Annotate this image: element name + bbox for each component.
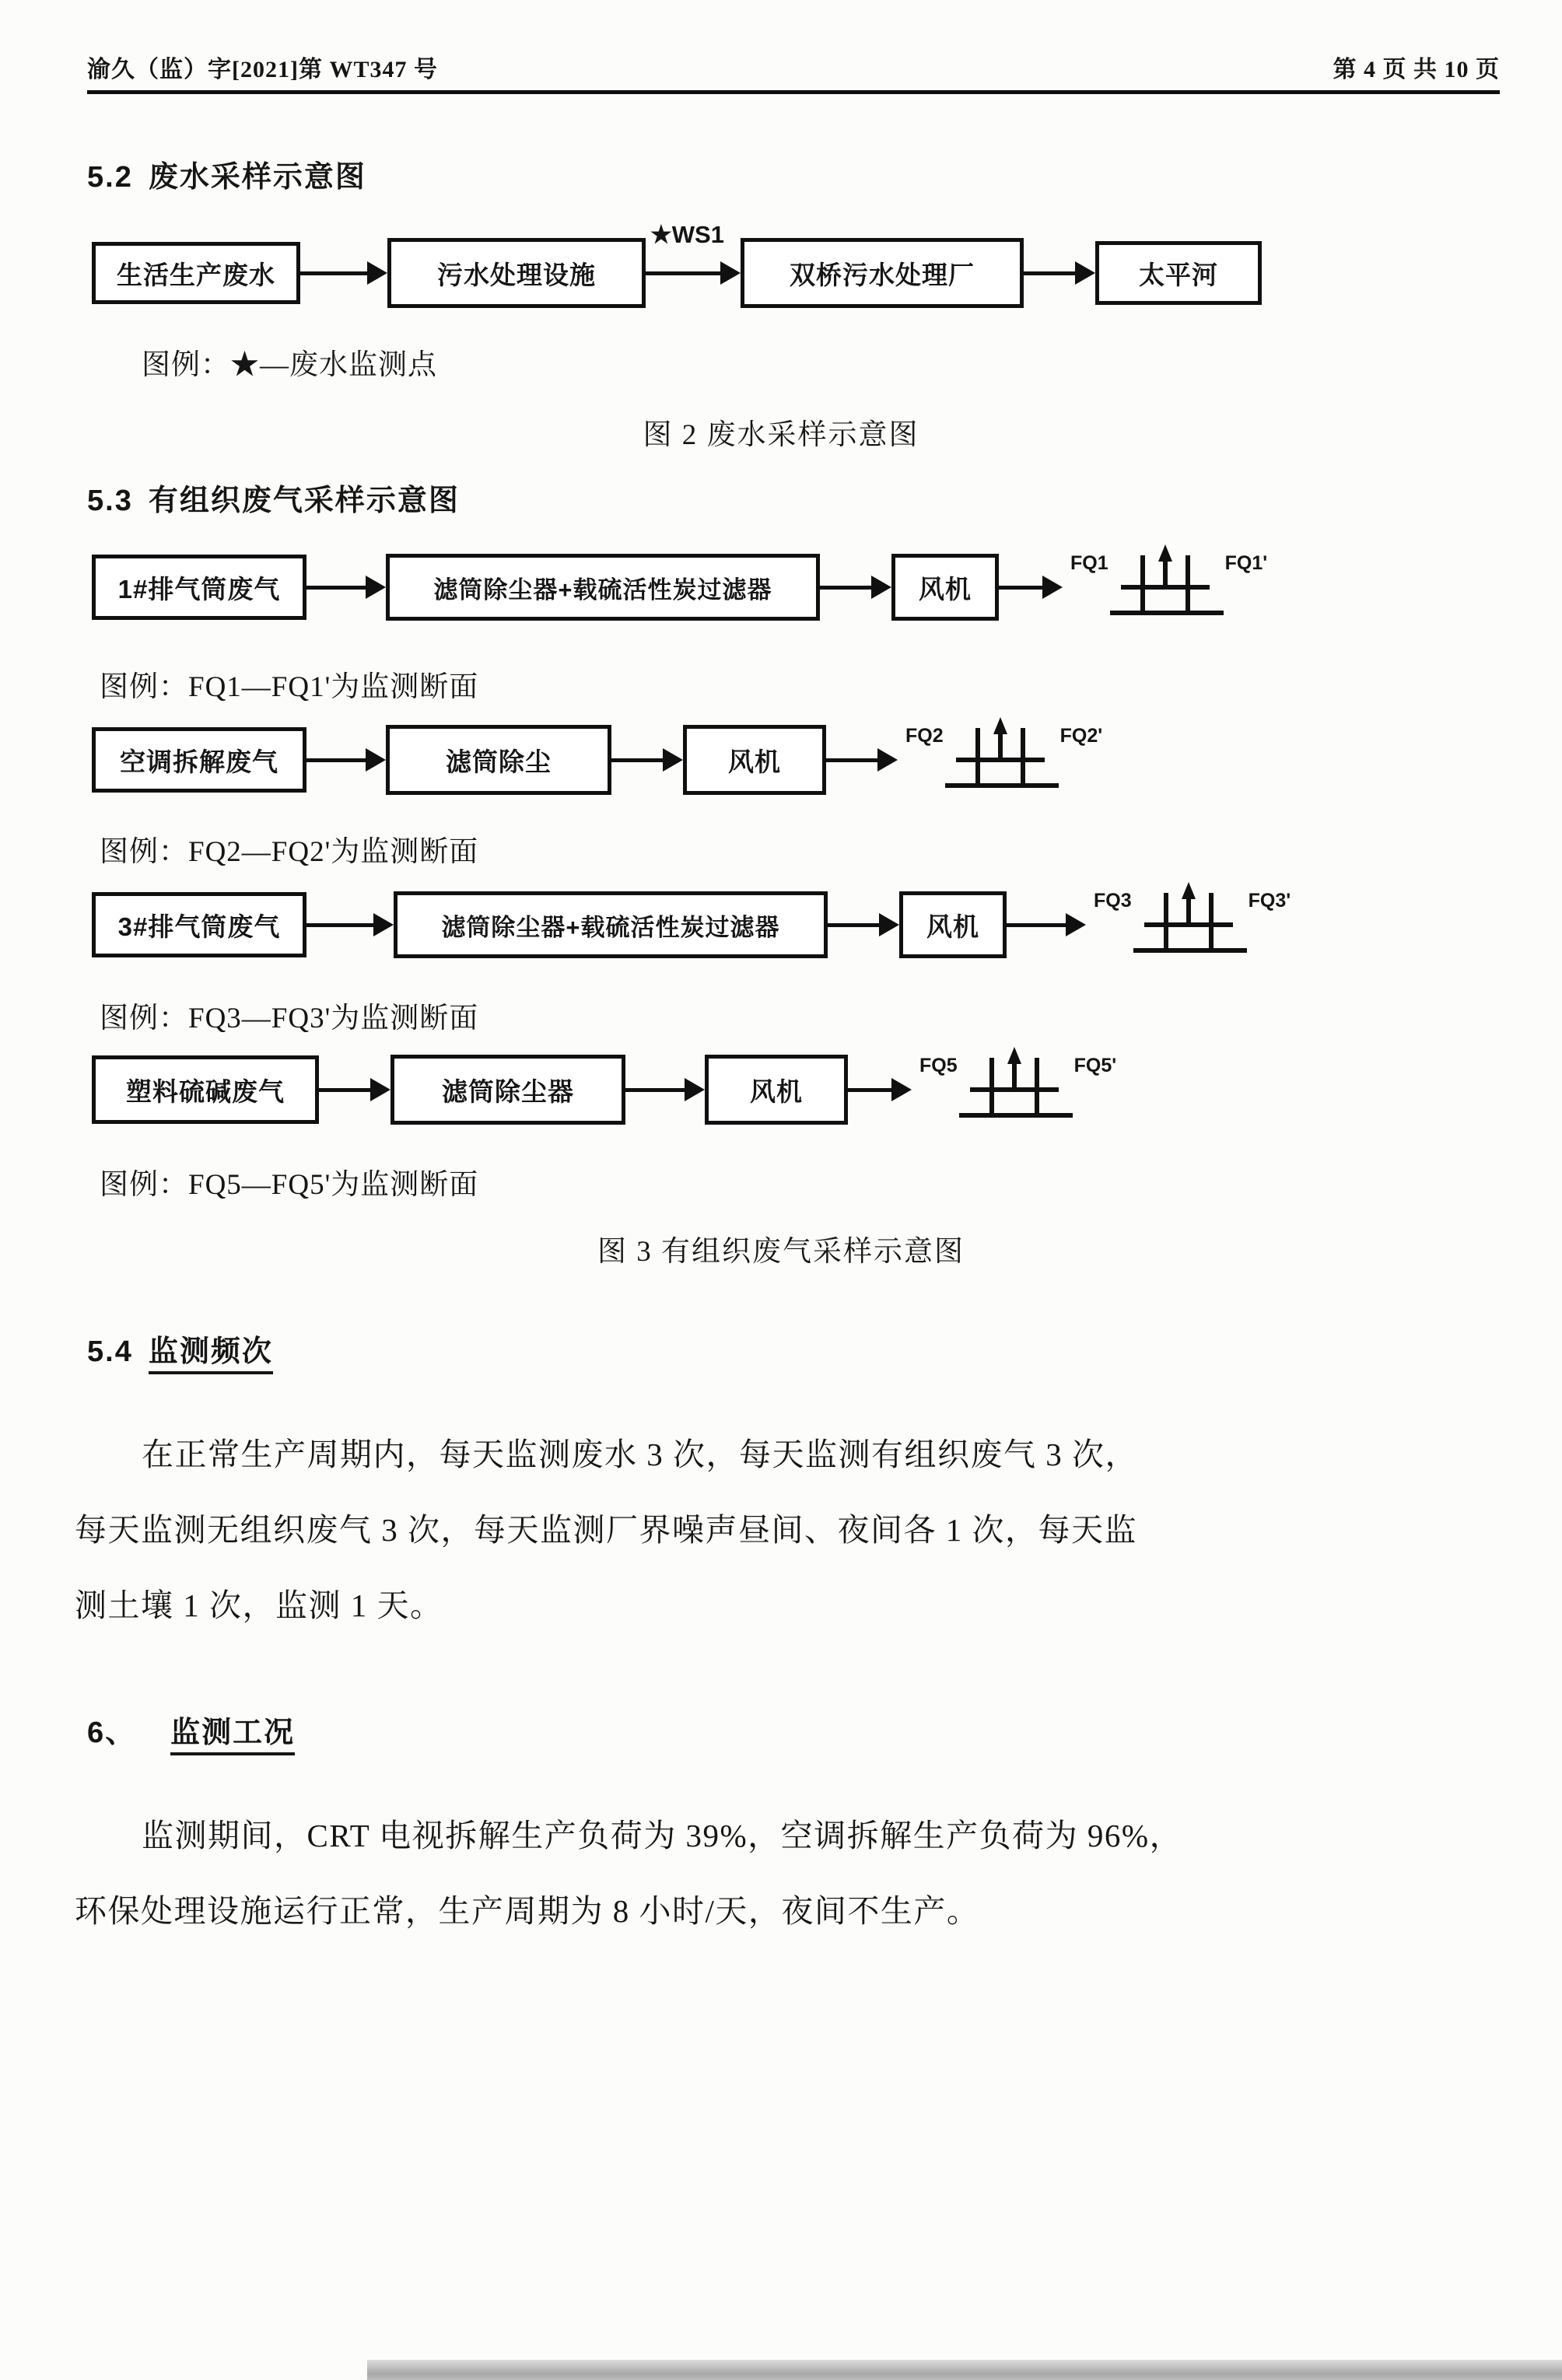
section-title: 有组织废气采样示意图 bbox=[148, 485, 460, 517]
section-heading-5-2 bbox=[87, 152, 366, 195]
page-number: 第 4 页 共 10 页 bbox=[1333, 57, 1500, 82]
flow-node-wastewater-source: 生活生产废水 bbox=[92, 242, 300, 304]
stack-cross-section-icon bbox=[1110, 543, 1224, 632]
stack-outfall-icon bbox=[1070, 543, 1267, 632]
arrow-right-icon bbox=[820, 576, 891, 599]
section-title: 监测工况 bbox=[170, 1708, 295, 1755]
gas-legend-1: 图例：FQ1—FQ1'为监测断面 bbox=[100, 671, 479, 703]
section-title: 废水采样示意图 bbox=[148, 161, 366, 194]
stack-outfall-icon bbox=[905, 716, 1102, 804]
monitor-section-label-right: FQ2' bbox=[1059, 725, 1103, 747]
flow-node-gas-source: 塑料硫碱废气 bbox=[92, 1055, 319, 1124]
arrow-right-icon bbox=[828, 913, 899, 936]
flow-node-gas-source: 3#排气筒废气 bbox=[92, 892, 306, 957]
stack-cross-section-icon bbox=[1133, 880, 1247, 969]
gas-legend-2: 图例：FQ2—FQ2'为监测断面 bbox=[100, 836, 479, 868]
page-header bbox=[87, 50, 1500, 94]
section-number: 5.4 bbox=[87, 1335, 133, 1368]
paragraph-line: 测土壤 1 次，监测 1 天。 bbox=[75, 1587, 443, 1623]
stack-outfall-icon bbox=[919, 1045, 1116, 1134]
section-number: 5.2 bbox=[87, 161, 133, 194]
doc-number: 渝久（监）字[2021]第 WT347 号 bbox=[87, 57, 438, 82]
section-title: 监测频次 bbox=[149, 1327, 273, 1374]
arrow-right-icon bbox=[306, 913, 394, 936]
flow-node-gas-source: 空调拆解废气 bbox=[92, 727, 306, 793]
paragraph-line: 在正常生产周期内，每天监测废水 3 次，每天监测有组织废气 3 次， bbox=[142, 1437, 1138, 1472]
flow-node-treatment-facility: 污水处理设施 bbox=[387, 238, 646, 308]
arrow-right-icon bbox=[848, 1078, 912, 1101]
flow-node-gas-treatment: 滤筒除尘 bbox=[386, 725, 611, 795]
figure3-caption: 图 3 有组织废气采样示意图 bbox=[597, 1236, 965, 1268]
gas-legend-4: 图例：FQ5—FQ5'为监测断面 bbox=[100, 1169, 479, 1201]
paragraph-line: 监测期间，CRT 电视拆解生产负荷为 39%，空调拆解生产负荷为 96%， bbox=[142, 1818, 1183, 1853]
flow-node-river: 太平河 bbox=[1095, 241, 1262, 305]
stack-cross-section-icon bbox=[945, 716, 1059, 804]
stack-outfall-icon bbox=[1094, 880, 1291, 969]
flow-node-fan: 风机 bbox=[899, 891, 1007, 958]
monitor-section-label-left: FQ1 bbox=[1070, 552, 1108, 574]
stack-cross-section-icon bbox=[959, 1045, 1073, 1134]
flow-node-gas-source: 1#排气筒废气 bbox=[92, 555, 306, 620]
flow-node-sewage-plant: 双桥污水处理厂 bbox=[741, 238, 1024, 308]
arrow-right-icon bbox=[646, 221, 741, 285]
monitor-section-label-right: FQ5' bbox=[1073, 1055, 1117, 1076]
monitoring-frequency-paragraph bbox=[75, 1417, 1504, 1643]
gas-legend-3: 图例：FQ3—FQ3'为监测断面 bbox=[100, 1003, 479, 1034]
gas-flowchart-4 bbox=[92, 1045, 1116, 1134]
monitoring-condition-paragraph bbox=[75, 1798, 1504, 1949]
section-heading-6 bbox=[87, 1708, 295, 1755]
monitoring-point-star-label: ★WS1 bbox=[650, 221, 724, 248]
flow-node-gas-treatment: 滤筒除尘器 bbox=[390, 1055, 625, 1125]
figure2-caption: 图 2 废水采样示意图 bbox=[643, 419, 919, 451]
monitor-section-label-right: FQ1' bbox=[1224, 552, 1268, 574]
arrow-right-icon bbox=[306, 576, 386, 599]
arrow-right-icon bbox=[999, 576, 1063, 599]
wastewater-legend: 图例：★—废水监测点 bbox=[142, 349, 437, 381]
arrow-right-icon bbox=[611, 748, 683, 772]
flow-node-gas-treatment: 滤筒除尘器+载硫活性炭过滤器 bbox=[386, 554, 820, 621]
arrow-right-icon bbox=[319, 1078, 390, 1101]
monitor-section-label-left: FQ5 bbox=[919, 1055, 958, 1076]
gas-flowchart-2 bbox=[92, 716, 1102, 804]
flow-node-fan: 风机 bbox=[683, 725, 826, 795]
flow-node-fan: 风机 bbox=[891, 554, 999, 621]
paragraph-line: 环保处理设施运行正常，生产周期为 8 小时/天，夜间不生产。 bbox=[75, 1893, 980, 1929]
section-heading-5-4 bbox=[87, 1327, 273, 1374]
section-number: 6、 bbox=[87, 1717, 137, 1749]
flow-node-gas-treatment: 滤筒除尘器+载硫活性炭过滤器 bbox=[394, 891, 828, 958]
gas-flowchart-3 bbox=[92, 880, 1291, 969]
section-heading-5-3 bbox=[87, 476, 460, 519]
paragraph-line: 每天监测无组织废气 3 次，每天监测厂界噪声昼间、夜间各 1 次，每天监 bbox=[75, 1512, 1137, 1548]
monitor-section-label-right: FQ3' bbox=[1248, 890, 1291, 912]
arrow-right-icon bbox=[1024, 261, 1095, 285]
arrow-right-icon bbox=[625, 1078, 705, 1101]
arrow-right-icon bbox=[826, 748, 898, 772]
gas-flowchart-1 bbox=[92, 543, 1267, 632]
scan-artifact-strip bbox=[367, 2360, 1562, 2380]
flow-node-fan: 风机 bbox=[705, 1055, 848, 1125]
monitor-section-label-left: FQ2 bbox=[905, 725, 944, 747]
monitor-section-label-left: FQ3 bbox=[1094, 890, 1132, 912]
arrow-right-icon bbox=[1007, 913, 1086, 936]
arrow-right-icon bbox=[306, 748, 386, 772]
section-number: 5.3 bbox=[87, 485, 133, 517]
wastewater-flowchart bbox=[92, 221, 1262, 308]
arrow-right-icon bbox=[300, 261, 387, 285]
